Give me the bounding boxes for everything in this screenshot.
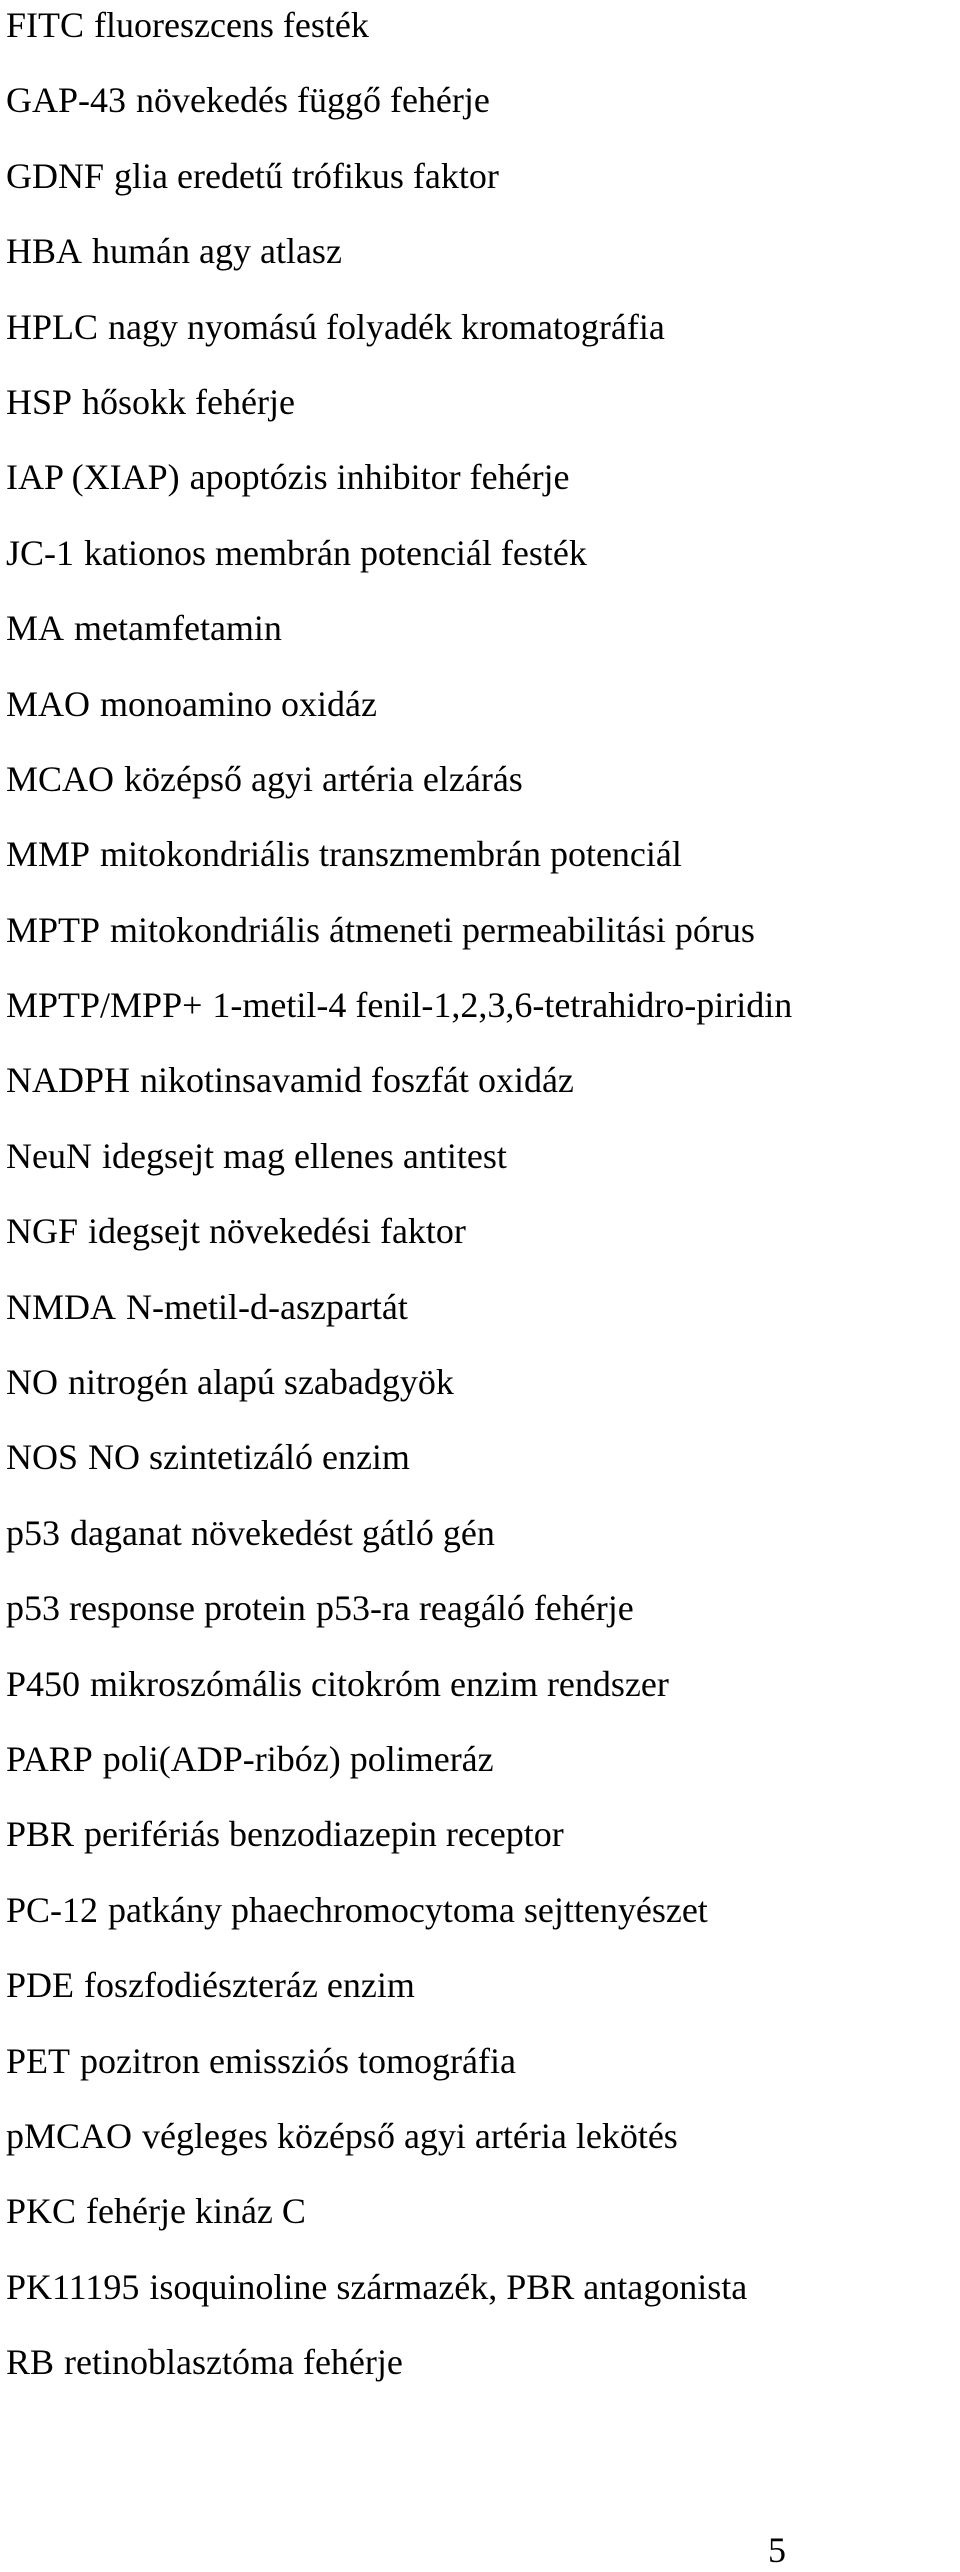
abbreviation-item [6, 1734, 956, 1809]
abbreviation-definition: foszfodiészteráz enzim [84, 1965, 415, 2006]
abbreviation-term: PDE [6, 1965, 75, 2006]
abbreviation-term: PK11195 [6, 2266, 140, 2307]
abbreviation-item [6, 2186, 956, 2261]
abbreviation-definition: nikotinsavamid foszfát oxidáz [140, 1060, 574, 1101]
abbreviation-term: IAP (XIAP) [6, 457, 180, 498]
abbreviation-definition: p53-ra reagáló fehérje [315, 1588, 634, 1629]
abbreviation-term: FITC [6, 5, 85, 45]
abbreviation-item [6, 603, 956, 678]
abbreviation-definition: fehérje kináz C [86, 2191, 306, 2232]
abbreviation-definition: isoquinoline származék, PBR antagonista [149, 2266, 748, 2307]
abbreviation-term: PKC [6, 2191, 77, 2232]
abbreviation-term: NMDA [6, 1286, 117, 1327]
abbreviation-term: JC-1 [6, 532, 75, 573]
abbreviation-definition: mitokondriális transzmembrán potenciál [100, 834, 682, 875]
abbreviation-item [6, 452, 956, 527]
abbreviation-term: HBA [6, 231, 83, 272]
abbreviation-item [6, 0, 956, 75]
abbreviation-definition: NO szintetizáló enzim [88, 1437, 410, 1478]
abbreviation-definition: metamfetamin [74, 608, 282, 649]
abbreviation-definition: nagy nyomású folyadék kromatográfia [108, 306, 665, 347]
abbreviation-definition: monoamino oxidáz [100, 683, 377, 724]
abbreviation-item [6, 1583, 956, 1658]
abbreviation-item [6, 1508, 956, 1583]
abbreviation-term: MA [6, 608, 65, 649]
abbreviation-term: p53 [6, 1512, 60, 1553]
abbreviation-term: MCAO [6, 758, 115, 799]
abbreviation-term: NADPH [6, 1060, 131, 1101]
abbreviation-definition: 1-metil-4 fenil-1,2,3,6-tetrahidro-piridin [212, 985, 793, 1026]
abbreviation-item [6, 302, 956, 377]
abbreviation-item [6, 1885, 956, 1960]
abbreviation-item [6, 980, 956, 1055]
abbreviation-item [6, 905, 956, 980]
abbreviation-item [6, 2111, 956, 2186]
abbreviation-item [6, 679, 956, 754]
abbreviation-item [6, 1131, 956, 1206]
abbreviation-definition: hősokk fehérje [82, 381, 295, 422]
abbreviation-term: NGF [6, 1211, 79, 1252]
abbreviation-term: PARP [6, 1738, 93, 1779]
abbreviation-item [6, 2036, 956, 2111]
abbreviation-term: PC-12 [6, 1889, 99, 1930]
abbreviation-term: NO [6, 1362, 58, 1403]
abbreviation-term: MAO [6, 683, 91, 724]
abbreviation-item [6, 151, 956, 226]
abbreviation-item [6, 1659, 956, 1734]
abbreviation-definition: végleges középső agyi artéria lekötés [142, 2115, 678, 2156]
abbreviation-term: HSP [6, 381, 73, 422]
abbreviation-item [6, 1206, 956, 1281]
abbreviation-definition: apoptózis inhibitor fehérje [189, 457, 570, 498]
abbreviation-definition: mikroszómális citokróm enzim rendszer [90, 1663, 669, 1704]
abbreviation-term: MPTP [6, 909, 101, 950]
abbreviation-item [6, 1432, 956, 1507]
abbreviation-definition: kationos membrán potenciál festék [84, 532, 587, 573]
abbreviation-item [6, 226, 956, 301]
abbreviation-definition: daganat növekedést gátló gén [70, 1512, 495, 1553]
abbreviation-term: MMP [6, 834, 91, 875]
abbreviation-item [6, 1357, 956, 1432]
abbreviation-item [6, 1282, 956, 1357]
abbreviation-definition: perifériás benzodiazepin receptor [84, 1814, 564, 1855]
abbreviation-term: GDNF [6, 155, 105, 196]
abbreviation-definition: idegsejt mag ellenes antitest [101, 1135, 507, 1176]
abbreviation-item [6, 829, 956, 904]
abbreviation-term: P450 [6, 1663, 81, 1704]
abbreviation-term: PBR [6, 1814, 75, 1855]
page-number: 5 [768, 2530, 786, 2570]
abbreviation-item [6, 377, 956, 452]
abbreviation-item [6, 1960, 956, 2035]
abbreviation-term: NeuN [6, 1135, 92, 1176]
abbreviation-definition: humán agy atlasz [92, 231, 342, 272]
abbreviation-term: GAP-43 [6, 80, 127, 121]
abbreviation-term: p53 response protein [6, 1588, 306, 1629]
abbreviation-definition: középső agyi artéria elzárás [124, 758, 523, 799]
abbreviation-definition: növekedés függő fehérje [136, 80, 490, 121]
abbreviation-item [6, 2337, 956, 2412]
abbreviation-item [6, 75, 956, 150]
abbreviation-definition: N-metil-d-aszpartát [126, 1286, 408, 1327]
abbreviation-item [6, 528, 956, 603]
abbreviation-definition: retinoblasztóma fehérje [64, 2342, 403, 2383]
abbreviation-item [6, 1055, 956, 1130]
abbreviation-list [6, 0, 956, 2413]
abbreviation-item [6, 1809, 956, 1884]
abbreviation-definition: nitrogén alapú szabadgyök [68, 1362, 454, 1403]
abbreviation-term: NOS [6, 1437, 79, 1478]
abbreviation-item [6, 2262, 956, 2337]
abbreviation-definition: mitokondriális átmeneti permeabilitási pórus [110, 909, 755, 950]
abbreviation-term: MPTP/MPP+ [6, 985, 203, 1026]
abbreviation-term: RB [6, 2342, 55, 2383]
abbreviation-definition: glia eredetű trófikus faktor [114, 155, 499, 196]
abbreviation-definition: patkány phaechromocytoma sejttenyészet [108, 1889, 708, 1930]
abbreviation-item [6, 754, 956, 829]
abbreviation-term: pMCAO [6, 2115, 133, 2156]
abbreviation-term: PET [6, 2040, 71, 2081]
abbreviation-term: HPLC [6, 306, 99, 347]
abbreviation-definition: poli(ADP-ribóz) polimeráz [102, 1738, 494, 1779]
abbreviation-definition: fluoreszcens festék [94, 5, 369, 45]
abbreviation-definition: idegsejt növekedési faktor [88, 1211, 466, 1252]
abbreviation-definition: pozitron emissziós tomográfia [80, 2040, 516, 2081]
